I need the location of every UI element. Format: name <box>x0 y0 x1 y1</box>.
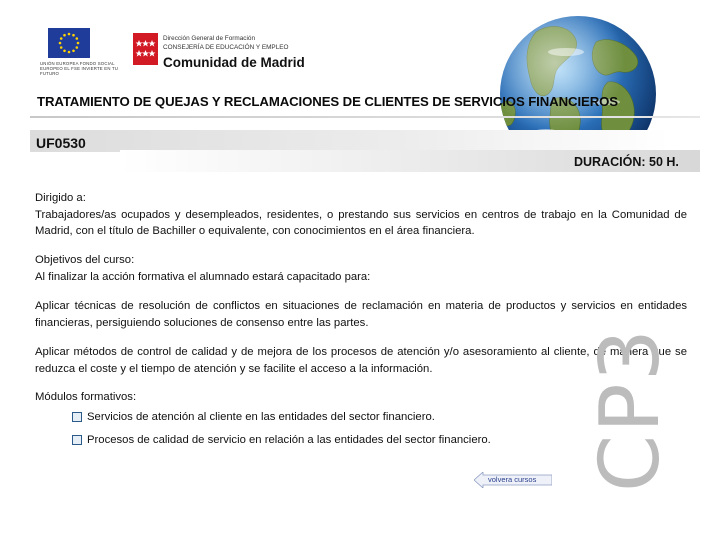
modules-heading: Módulos formativos: <box>35 391 137 403</box>
objective-2: Aplicar métodos de control de calidad y de mejora de los procesos de atención y/o asesoramiento al cliente, de manera que se reduzca el coste y el tiempo de atención y se facilite el acceso a la información. <box>35 346 687 375</box>
eu-flag-icon <box>48 28 90 58</box>
course-code: UF0530 <box>36 135 86 151</box>
madrid-department-text <box>163 35 288 52</box>
madrid-department-line1: Dirección General de Formación <box>163 35 255 42</box>
madrid-name: Comunidad de Madrid <box>163 55 305 70</box>
checkbox-bullet-icon <box>72 412 82 422</box>
objective-1: Aplicar técnicas de resolución de conflictos en situaciones de reclamación en materia de productos y servicios en entidades financieras, persiguiendo soluciones de consenso entre las partes. <box>35 300 687 329</box>
back-to-courses-label: volvera cursos <box>488 475 537 484</box>
target-heading: Dirigido a: <box>35 192 86 204</box>
course-title: TRATAMIENTO DE QUEJAS Y RECLAMACIONES DE CLIENTES DE SERVICIOS FINANCIEROS <box>37 94 618 109</box>
objectives-intro: Al finalizar la acción formativa el alumnado estará capacitado para: <box>35 270 371 283</box>
eu-logo-text: UNIÓN EUROPEA FONDO SOCIAL EUROPEO EL FSE INVIERTE EN TU FUTURO <box>40 61 119 76</box>
checkbox-bullet-icon <box>72 435 82 445</box>
eu-logo <box>40 28 130 78</box>
module-label: Procesos de calidad de servicio en relación a las entidades del sector financiero. <box>87 434 491 446</box>
cp3-watermark: CP3 <box>583 327 678 492</box>
back-to-courses-button[interactable] <box>474 472 552 488</box>
objectives-heading: Objetivos del curso: <box>35 254 135 266</box>
module-item <box>72 434 491 446</box>
module-item <box>72 411 435 423</box>
module-label: Servicios de atención al cliente en las entidades del sector financiero. <box>87 411 435 423</box>
madrid-flag-icon <box>133 33 158 65</box>
course-duration: DURACIÓN: 50 H. <box>574 155 679 169</box>
target-text: Trabajadores/as ocupados y desempleados, residentes, o prestando sus servicios en centros de trabajo en la Comunidad de Madrid, con el título de Bachiller o equivalente, con conocimientos en el área financiera. <box>35 208 687 237</box>
madrid-department-line2: CONSEJERÍA DE EDUCACIÓN Y EMPLEO <box>163 43 289 51</box>
code-bar <box>30 130 670 152</box>
objectives-section <box>35 252 687 285</box>
target-section <box>35 190 687 240</box>
title-divider <box>30 116 700 118</box>
madrid-logo <box>133 33 303 78</box>
